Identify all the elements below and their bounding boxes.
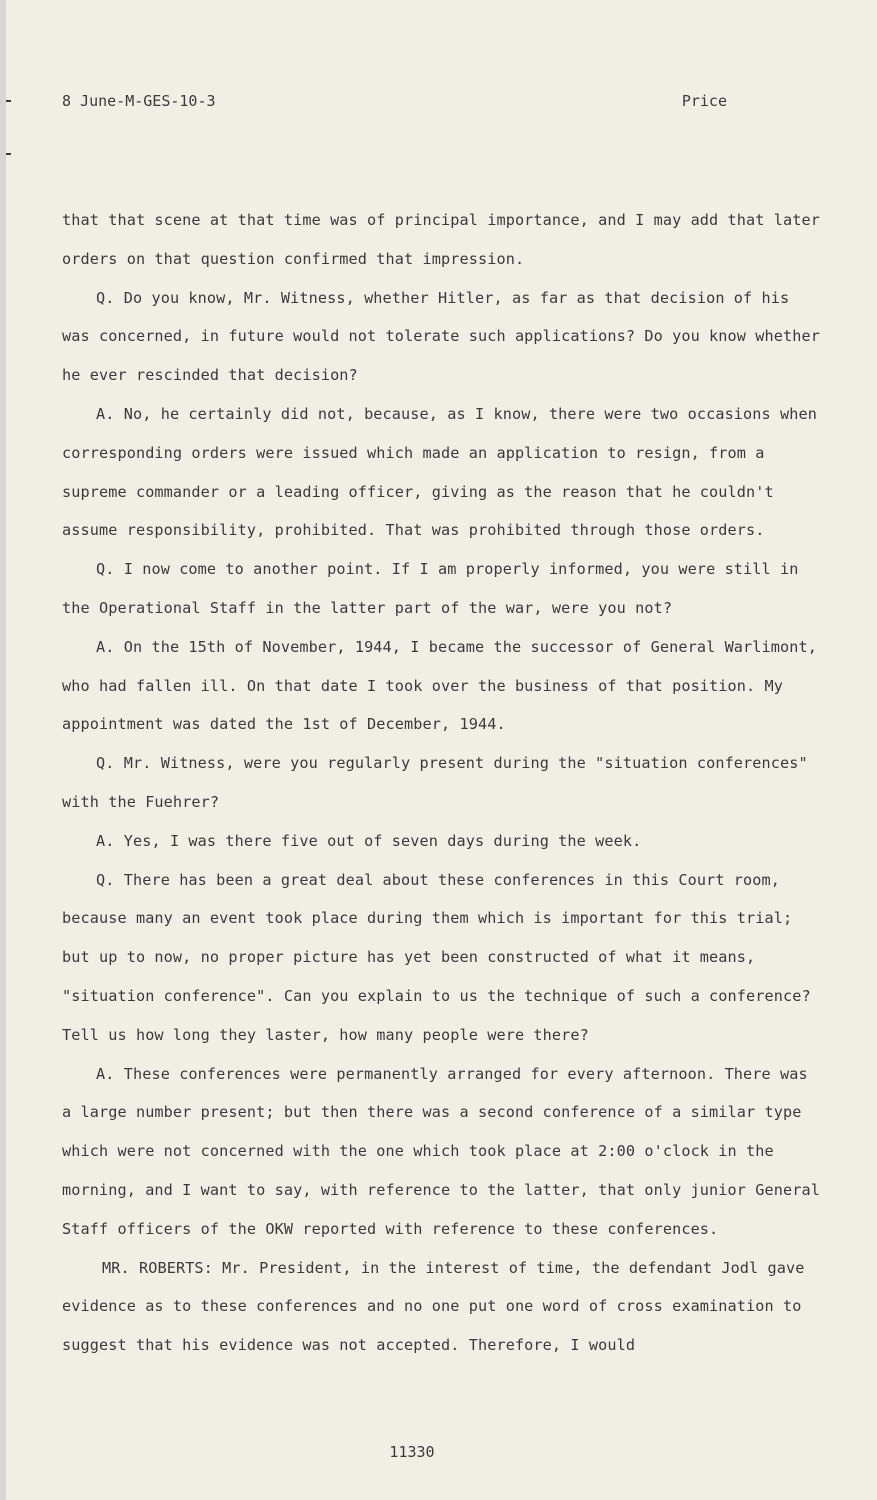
- transcript-paragraph: that that scene at that time was of principal importance, and I may add that later orders on that question confirmed that impression.: [62, 211, 820, 268]
- binding-mark: [6, 100, 11, 102]
- page-header: [62, 92, 727, 110]
- document-reference: 8 June-M-GES-10-3: [62, 92, 216, 110]
- transcript-paragraph: A. These conferences were permanently arranged for every afternoon. There was a large number present; but then there was a second conference of a similar type which were not concerned with the one which took place at 2:00 o'clock in the morning, and I want to say, with reference to the latter, that only junior General Staff officers of the OKW reported with reference to these conferences.: [62, 1064, 820, 1238]
- witness-name: Price: [681, 92, 727, 110]
- transcript-paragraph: MR. ROBERTS: Mr. President, in the interest of time, the defendant Jodl gave evidence as to these conferences and no one put one word of cross examination to suggest that his evidence was not accepted. Therefore, I would: [62, 1258, 805, 1355]
- transcript-body: [62, 201, 822, 1365]
- transcript-paragraph: Q. There has been a great deal about these conferences in this Court room, because many an event took place during them which is important for this trial; but up to now, no proper picture has yet been constructed of what it means, "situation conference". Can you explain to us the technique of such a conference? Tell us how long they laster, how many people were there?: [62, 870, 811, 1044]
- transcript-paragraph: A. Yes, I was there five out of seven days during the week.: [96, 831, 642, 850]
- page-number: 11330: [389, 1443, 435, 1461]
- transcript-paragraph: Q. Mr. Witness, were you regularly present during the "situation conferences" with the Fuehrer?: [62, 754, 808, 811]
- document-page: [6, 0, 877, 1500]
- binding-mark: [6, 153, 11, 155]
- transcript-paragraph: Q. Do you know, Mr. Witness, whether Hitler, as far as that decision of his was concerned, in future would not tolerate such applications? Do you know whether he ever rescinded that decision?: [62, 288, 820, 385]
- transcript-paragraph: Q. I now come to another point. If I am properly informed, you were still in the Operational Staff in the latter part of the war, were you not?: [62, 560, 799, 617]
- transcript-paragraph: A. No, he certainly did not, because, as I know, there were two occasions when corresponding orders were issued which made an application to resign, from a supreme commander or a leading officer, giving as the reason that he couldn't assume responsibility, prohibited. That was prohibited through those orders.: [62, 404, 818, 540]
- transcript-paragraph: A. On the 15th of November, 1944, I became the successor of General Warlimont, who had fallen ill. On that date I took over the business of that position. My appointment was dated the 1st of December, 1944.: [62, 637, 818, 734]
